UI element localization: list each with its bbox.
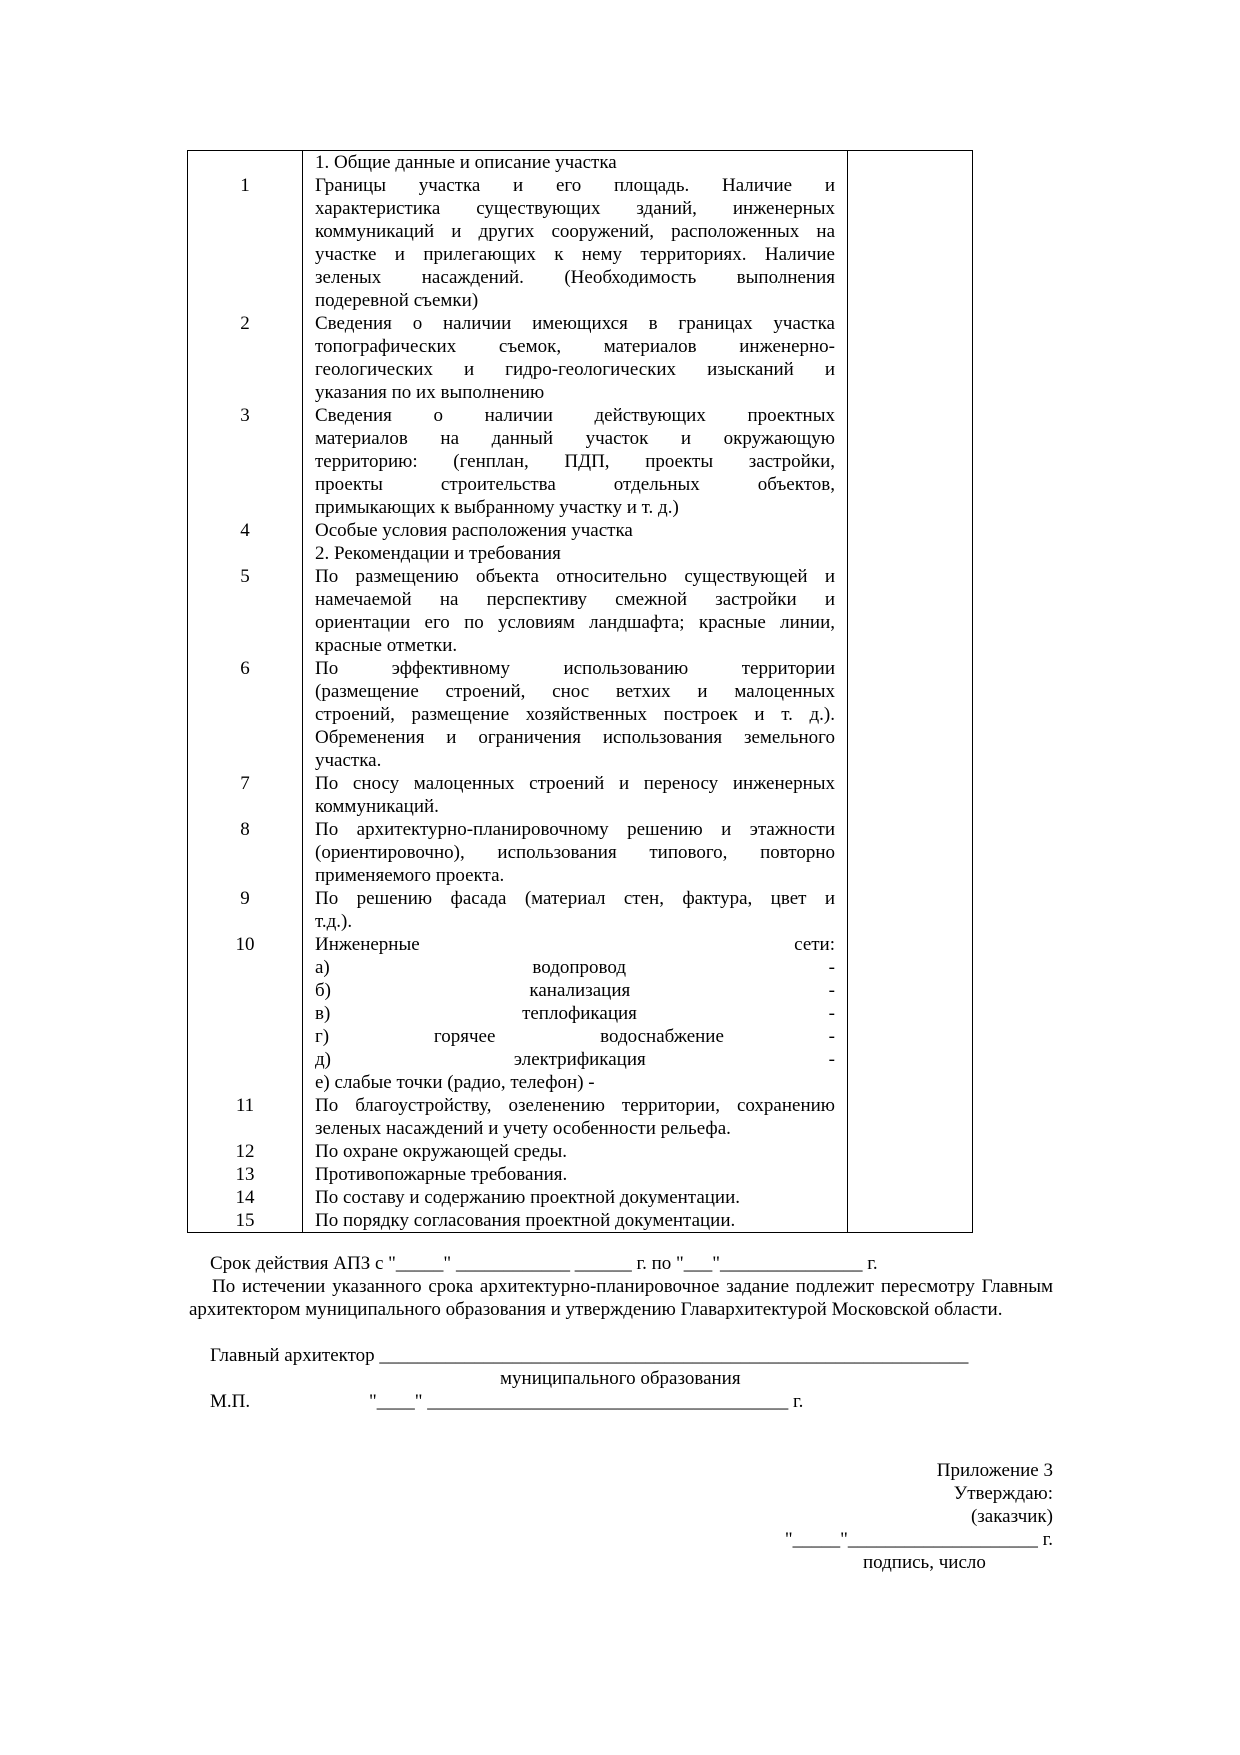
row-text [303, 404, 848, 519]
row-text [303, 151, 848, 175]
row-notes [848, 1094, 973, 1140]
row-text-line: По охране окружающей среды. [315, 1141, 568, 1162]
row-text-line: ориентации его по условиям ландшафта; красные линии, [315, 612, 835, 633]
row-text-line: примыкающих к выбранному участку и т. д.) [315, 497, 679, 518]
row-number: 5 [188, 565, 303, 657]
row-number: 7 [188, 772, 303, 818]
row-text-line: По порядку согласования проектной документации. [315, 1210, 736, 1231]
row-text-line: (ориентировочно), использования типового, повторно [315, 842, 835, 863]
row-number: 4 [188, 519, 303, 542]
row-notes [848, 519, 973, 542]
row-text [303, 1163, 848, 1186]
row-number: 15 [188, 1209, 303, 1233]
row-number: 2 [188, 312, 303, 404]
row-text-line: Противопожарные требования. [315, 1164, 568, 1185]
table-row [188, 519, 973, 542]
row-number: 1 [188, 174, 303, 312]
review-paragraph: По истечении указанного срока архитектурно-планировочное задание подлежит пересмотру Главным архитектором муниципального образования и утверждению Главархитектурой Московской области. [189, 1276, 1053, 1320]
table-row [188, 404, 973, 519]
table-row [188, 174, 973, 312]
row-text [303, 772, 848, 818]
row-text-line: Сведения о наличии имеющихся в границах участка [315, 313, 835, 334]
row-text-line: По благоустройству, озеленению территории, сохранению [315, 1095, 835, 1116]
row-text-line: 1. Общие данные и описание участка [315, 152, 617, 173]
row-text-line: красные отметки. [315, 635, 458, 656]
row-text-line: участке и прилегающих к нему территориях. Наличие [315, 244, 835, 265]
row-number: 9 [188, 887, 303, 933]
signature-caption: подпись, число [863, 1552, 986, 1573]
table-row [188, 1094, 973, 1140]
row-number [188, 542, 303, 565]
row-text-line: территорию: (генплан, ПДП, проекты застройки, [315, 451, 835, 472]
row-text-line: коммуникаций и других сооружений, расположенных на [315, 221, 835, 242]
appendix-title: Приложение 3 [936, 1460, 1053, 1481]
row-number: 8 [188, 818, 303, 887]
municipality-caption: муниципального образования [500, 1368, 741, 1389]
row-notes [848, 174, 973, 312]
row-text-line: характеристика существующих зданий, инженерных [315, 198, 835, 219]
stamp-date-line: "____" ______________________________________ г. [369, 1391, 804, 1412]
row-number: 10 [188, 933, 303, 1094]
row-text-line: т.д.). [315, 911, 353, 932]
row-text-line: По сносу малоценных строений и переносу инженерных [315, 773, 835, 794]
row-text [303, 933, 848, 1094]
row-notes [848, 565, 973, 657]
row-notes [848, 818, 973, 887]
row-notes [848, 657, 973, 772]
row-text [303, 1209, 848, 1233]
row-text [303, 174, 848, 312]
row-number: 14 [188, 1186, 303, 1209]
table-row [188, 657, 973, 772]
row-text-line: По размещению объекта относительно существующей и [315, 566, 835, 587]
table-row [188, 312, 973, 404]
row-text-line: коммуникаций. [315, 796, 439, 817]
row-text-line: участка. [315, 750, 382, 771]
appendix-date-line: "_____"____________________ г. [784, 1529, 1053, 1550]
row-text [303, 887, 848, 933]
row-text-line: Инженерные сети: [315, 934, 835, 955]
row-text-line: По составу и содержанию проектной документации. [315, 1187, 741, 1208]
row-text-line: намечаемой на перспективу смежной застройки и [315, 589, 835, 610]
row-notes [848, 404, 973, 519]
row-number: 13 [188, 1163, 303, 1186]
row-text-line: г) горячее водоснабжение - [315, 1026, 835, 1047]
table-row [188, 933, 973, 1094]
row-notes [848, 1163, 973, 1186]
table-row [188, 887, 973, 933]
row-text [303, 1094, 848, 1140]
row-text-line: Сведения о наличии действующих проектных [315, 405, 835, 426]
row-notes [848, 772, 973, 818]
row-number: 12 [188, 1140, 303, 1163]
row-text-line: указания по их выполнению [315, 382, 545, 403]
validity-line: Срок действия АПЗ с "_____" ____________ ______ г. по "___"_______________ г. [210, 1253, 878, 1274]
row-text [303, 818, 848, 887]
row-text-line: подеревной съемки) [315, 290, 479, 311]
row-text-line: применяемого проекта. [315, 865, 505, 886]
row-notes [848, 312, 973, 404]
row-text-line: топографических съемок, материалов инженерно- [315, 336, 835, 357]
row-text-line: Границы участка и его площадь. Наличие и [315, 175, 835, 196]
table-row [188, 151, 973, 175]
row-text [303, 519, 848, 542]
row-number: 11 [188, 1094, 303, 1140]
row-text [303, 657, 848, 772]
row-text-line: геологических и гидро-геологических изысканий и [315, 359, 835, 380]
row-text-line: По эффективному использованию территории [315, 658, 835, 679]
row-number [188, 151, 303, 175]
row-text-line: Обременения и ограничения использования земельного [315, 727, 835, 748]
row-notes [848, 887, 973, 933]
row-text [303, 1140, 848, 1163]
table-row [188, 1186, 973, 1209]
table-row [188, 1163, 973, 1186]
table-row [188, 542, 973, 565]
row-notes [848, 933, 973, 1094]
row-number: 6 [188, 657, 303, 772]
row-text-line: (размещение строений, снос ветхих и малоценных [315, 681, 835, 702]
row-text-line: проекты строительства отдельных объектов, [315, 474, 835, 495]
row-text-line: По архитектурно-планировочному решению и этажности [315, 819, 835, 840]
requirements-table [187, 150, 973, 1233]
table-row [188, 818, 973, 887]
row-text-line: в) теплофикация - [315, 1003, 835, 1024]
row-notes [848, 1140, 973, 1163]
row-notes [848, 542, 973, 565]
row-text-line: д) электрификация - [315, 1049, 835, 1070]
row-text [303, 565, 848, 657]
approve-label: Утверждаю: [953, 1483, 1053, 1504]
stamp-label: М.П. [210, 1391, 251, 1412]
row-notes [848, 151, 973, 175]
row-text-line: е) слабые точки (радио, телефон) - [315, 1072, 595, 1093]
table-row [188, 1140, 973, 1163]
row-text-line: б) канализация - [315, 980, 835, 1001]
row-text-line: зеленых насаждений. (Необходимость выполнения [315, 267, 835, 288]
table-row [188, 772, 973, 818]
row-text [303, 312, 848, 404]
row-text [303, 1186, 848, 1209]
row-text-line: строений, размещение хозяйственных построек и т. д.). [315, 704, 835, 725]
row-text-line: материалов на данный участок и окружающую [315, 428, 835, 449]
row-text-line: 2. Рекомендации и требования [315, 543, 561, 564]
customer-label: (заказчик) [970, 1506, 1053, 1527]
row-text [303, 542, 848, 565]
row-text-line: По решению фасада (материал стен, фактура, цвет и [315, 888, 835, 909]
row-number: 3 [188, 404, 303, 519]
row-text-line: а) водопровод - [315, 957, 835, 978]
table-row [188, 565, 973, 657]
row-text-line: зеленых насаждений и учету особенности рельефа. [315, 1118, 731, 1139]
row-notes [848, 1209, 973, 1233]
chief-architect-line: Главный архитектор ______________________________________________________________ [210, 1345, 969, 1366]
row-text-line: Особые условия расположения участка [315, 520, 633, 541]
table-row [188, 1209, 973, 1233]
row-notes [848, 1186, 973, 1209]
